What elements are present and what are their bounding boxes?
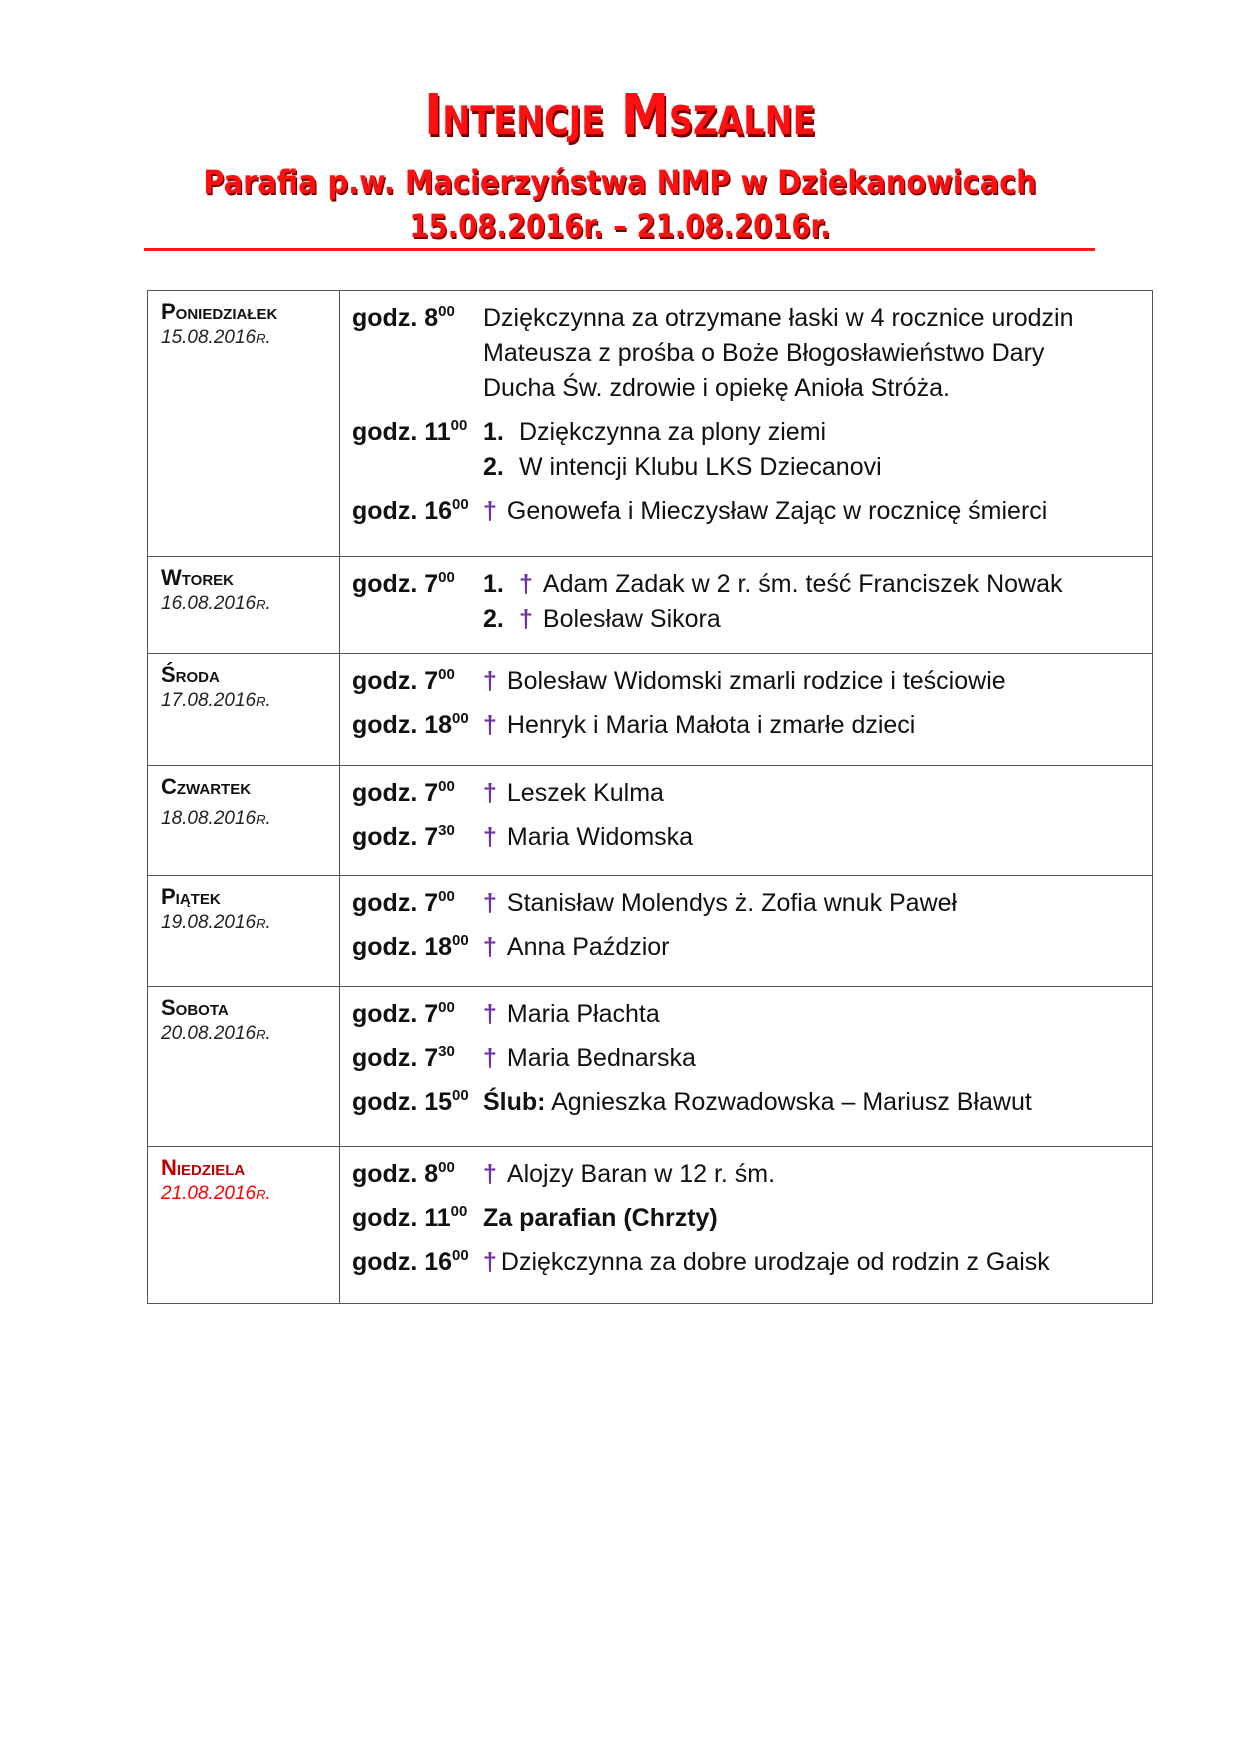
mass-entry [340,776,1152,811]
day-row-thursday [148,765,1152,875]
day-row-saturday [148,986,1152,1146]
intention-text: † Maria Płachta [483,997,1152,1032]
mass-time: godz. $7^{00}$ [352,888,455,917]
day-date: 18.08.2016r. [161,808,271,829]
intention-text: † Anna Paździor [483,930,1152,965]
mass-time: godz. $7^{00}$ [352,569,455,598]
mass-time: godz. $15^{00}$ [352,1087,469,1116]
header-divider [144,248,1095,251]
intention-text: Dziękczynna za otrzymane łaski w 4 rocznice urodzin Mateusza z prośba o Boże Błogosławieństwo Dary Ducha Św. zdrowie i opiekę Anioła Stróża. [483,304,1074,402]
mass-time: godz. $7^{00}$ [352,666,455,695]
mass-list [340,987,1152,1146]
mass-time: godz. $16^{00}$ [352,496,469,525]
intention-list [483,415,1152,485]
intention-item: 1. Dziękczynna za plony ziemi [483,418,827,446]
parish-subtitle: Parafia p.w. Macierzyństwa NMP w Dziekanowicach [203,163,1037,201]
day-name: Poniedziałek [161,299,278,324]
intention-text: † Maria Bednarska [483,1041,1152,1076]
day-date: 20.08.2016r. [161,1023,271,1044]
intention-item: 1. † Adam Zadak w 2 r. śm. teść Franciszek Nowak [483,567,1136,602]
cross-icon: † [483,1160,497,1188]
cross-icon: † [483,497,497,525]
intention-text: † Bolesław Widomski zmarli rodzice i teściowie [483,664,1152,699]
mass-entry [340,886,1152,921]
day-cell [148,1147,340,1303]
date-range: 15.08.2016r. – 21.08.2016r. [409,207,831,245]
wedding-label: Ślub: [483,1088,546,1116]
cross-icon: † [483,933,497,961]
mass-entry [340,820,1152,855]
intention-text: † Genowefa i Mieczysław Zając w rocznicę śmierci [483,494,1152,529]
day-cell [148,291,340,556]
intention-text: † Dziękczynna za dobre urodzaje od rodzin z Gaisk [483,1245,1152,1280]
mass-entry [340,1245,1152,1280]
intention-list [483,567,1152,637]
mass-entry [340,301,1152,406]
intention-text: † Stanisław Molendys ż. Zofia wnuk Paweł [483,886,1152,921]
intention-text: Ślub: Agnieszka Rozwadowska – Mariusz Bławut [483,1088,1032,1116]
day-date: 19.08.2016r. [161,912,271,933]
intention-item: 2. † Bolesław Sikora [483,602,1136,637]
day-name: Piątek [161,884,221,909]
day-name: Środa [161,662,220,687]
mass-list [340,1147,1152,1303]
mass-entry [340,1157,1152,1192]
cross-icon: † [483,667,497,695]
mass-list [340,876,1152,986]
cross-icon: † [483,1248,497,1276]
mass-list [340,654,1152,765]
mass-list [340,766,1152,875]
mass-time: godz. $16^{00}$ [352,1247,469,1276]
day-row-monday [148,291,1152,556]
mass-list [340,291,1152,556]
day-date: 15.08.2016r. [161,327,271,348]
mass-time: godz. $8^{00}$ [352,303,455,332]
intention-text: † Alojzy Baran w 12 r. śm. [483,1157,1152,1192]
cross-icon: † [483,1000,497,1028]
mass-time: godz. $11^{00}$ [352,417,468,446]
day-date: 16.08.2016r. [161,593,271,614]
day-cell [148,876,340,986]
mass-time: godz. $7^{00}$ [352,999,455,1028]
mass-entry [340,1201,1152,1236]
page-title: Intencje Mszalne [424,83,816,148]
mass-entry [340,664,1152,699]
day-name: Sobota [161,995,229,1020]
day-row-friday [148,875,1152,986]
mass-time: godz. $18^{00}$ [352,932,469,961]
intention-text: † Leszek Kulma [483,776,1152,811]
cross-icon: † [483,779,497,807]
cross-icon: † [483,823,497,851]
mass-time: godz. $7^{00}$ [352,778,455,807]
intention-text: † Maria Widomska [483,820,1152,855]
mass-entry [340,494,1152,529]
day-name: Niedziela [161,1155,246,1180]
mass-intentions-table [147,290,1153,1304]
day-row-tuesday [148,556,1152,653]
mass-time: godz. $7^{30}$ [352,1043,455,1072]
mass-time: godz. $8^{00}$ [352,1159,455,1188]
intention-item: 2. W intencji Klubu LKS Dziecanovi [483,453,882,481]
cross-icon: † [483,1044,497,1072]
day-cell [148,557,340,653]
intention-text: Za parafian (Chrzty) [483,1204,718,1232]
day-name: Czwartek [161,774,252,799]
intention-text: † Henryk i Maria Małota i zmarłe dzieci [483,708,1152,743]
mass-entry [340,567,1152,637]
day-cell [148,654,340,765]
cross-icon: † [519,570,533,598]
mass-entry [340,1085,1152,1120]
day-row-sunday [148,1146,1152,1303]
day-cell [148,987,340,1146]
day-row-wednesday [148,653,1152,765]
mass-entry [340,708,1152,743]
day-date: 17.08.2016r. [161,690,271,711]
mass-time: godz. $18^{00}$ [352,710,469,739]
mass-list [340,557,1152,653]
cross-icon: † [483,711,497,739]
mass-entry [340,415,1152,485]
day-date: 21.08.2016r. [161,1183,271,1204]
cross-icon: † [519,605,533,633]
mass-entry [340,997,1152,1032]
cross-icon: † [483,889,497,917]
mass-time: godz. $11^{00}$ [352,1203,468,1232]
mass-entry [340,1041,1152,1076]
mass-time: godz. $7^{30}$ [352,822,455,851]
day-name: Wtorek [161,565,234,590]
mass-entry [340,930,1152,965]
day-cell [148,766,340,875]
